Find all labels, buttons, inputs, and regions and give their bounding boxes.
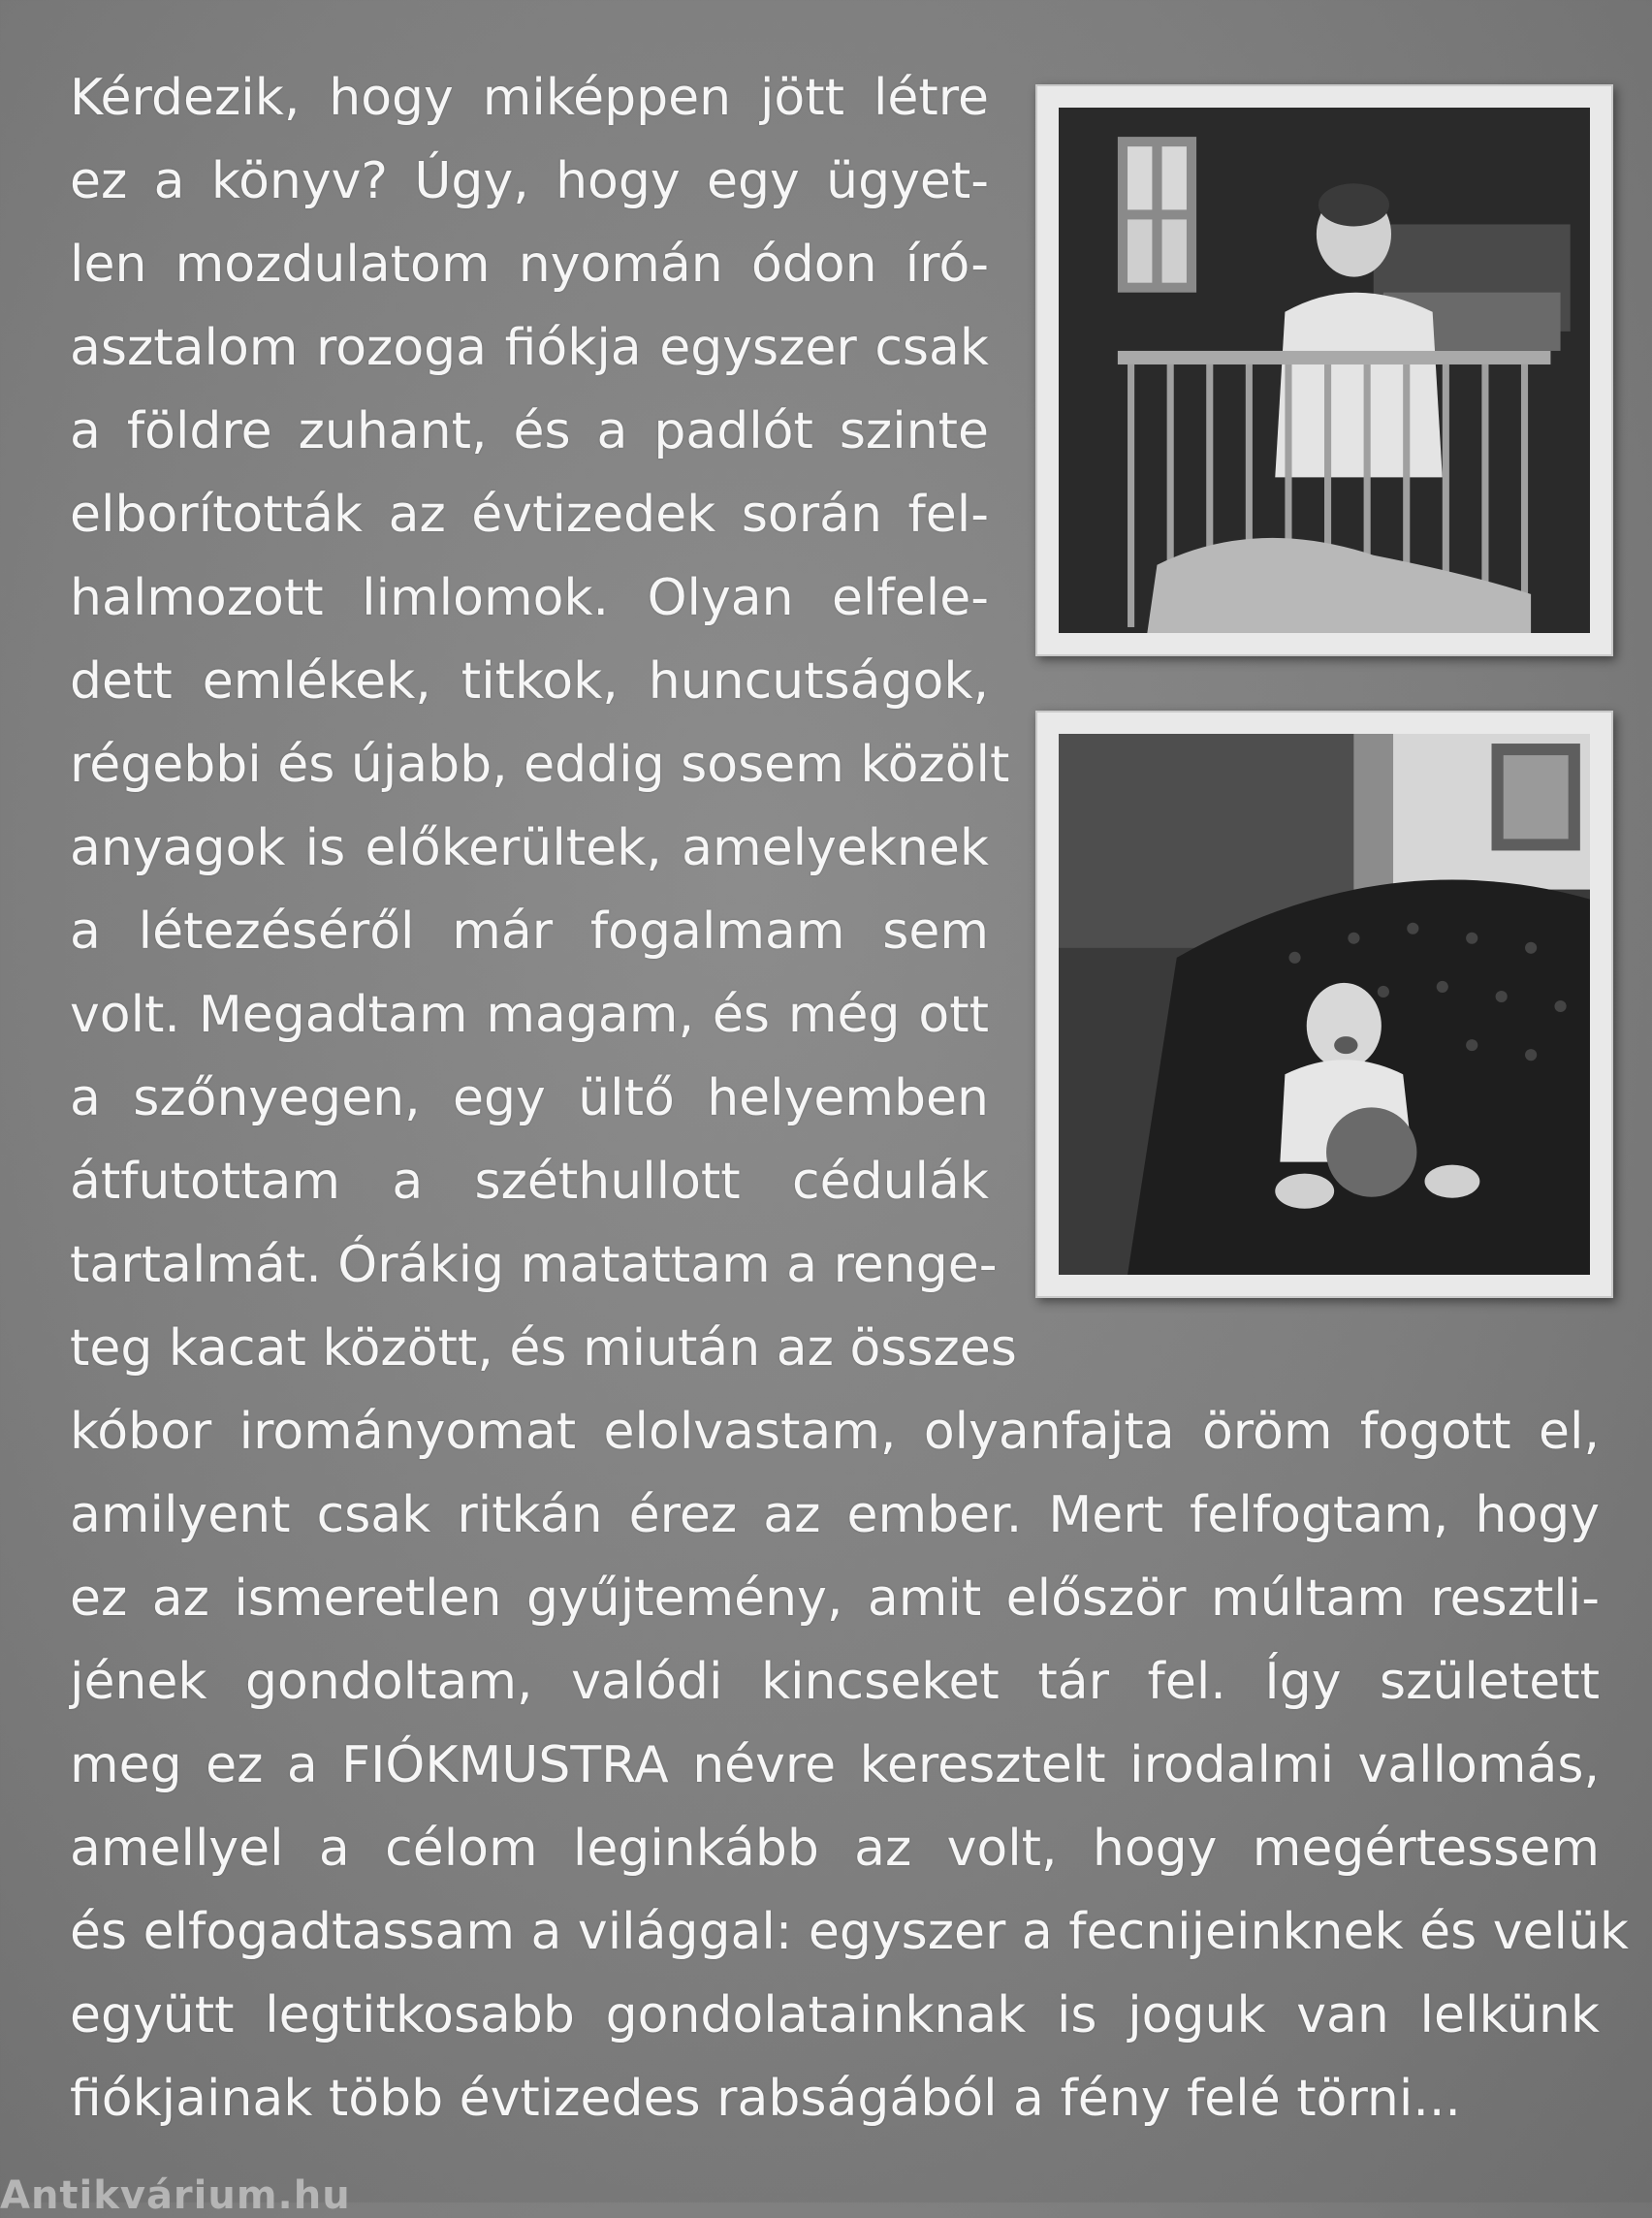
body-text-line: amellyel a célom leginkább az volt, hogy megértessem [70,1820,1600,1878]
body-text-line: asztalom rozoga fiókja egyszer csak [70,319,989,377]
body-text-line: kóbor irományomat elolvastam, olyanfajta öröm fogott el, [70,1403,1600,1461]
body-text-line: anyagok is előkerültek, amelyeknek [70,819,989,877]
photo-illustration [1059,108,1590,633]
body-text-line: és elfogadtassam a világgal: egyszer a fecnijeinknek és velük [70,1903,1630,1961]
body-text-line: len mozdulatom nyomán ódon író- [70,236,989,294]
body-text-line: tartalmát. Órákig matattam a renge- [70,1236,998,1294]
body-text-line: a szőnyegen, egy ültő helyemben [70,1069,989,1127]
photo-illustration [1059,734,1590,1275]
body-text-line: ez az ismeretlen gyűjtemény, amit először múltam resztli- [70,1569,1600,1628]
body-text-line: a létezéséről már fogalmam sem [70,903,989,961]
body-text-line: ez a könyv? Úgy, hogy egy ügyet- [70,152,989,210]
body-text-line: a földre zuhant, és a padlót szinte [70,402,989,460]
body-text-line: átfutottam a széthullott cédulák [70,1153,989,1211]
body-text-line: régebbi és újabb, eddig sosem közölt [70,736,1010,794]
body-text-line: meg ez a FIÓKMUSTRA névre keresztelt irodalmi vallomás, [70,1736,1600,1794]
photo-child-in-playpen [1035,84,1613,656]
body-text-line: elborították az évtizedek során fel- [70,486,989,544]
photo-image [1059,734,1590,1275]
body-text-line: halmozott limlomok. Olyan elfele- [70,569,989,627]
body-text-line: amilyent csak ritkán érez az ember. Mert felfogtam, hogy [70,1486,1600,1544]
body-text-line: volt. Megadtam magam, és még ott [70,986,989,1044]
watermark-text: Antikvárium.hu [0,2173,351,2218]
body-text-line: teg kacat között, és miután az összes [70,1319,1017,1378]
photo-image [1059,108,1590,633]
body-text-line: együtt legtitkosabb gondolatainknak is joguk van lelkünk [70,1986,1600,2044]
body-text-line: Kérdezik, hogy miképpen jött létre [70,69,989,127]
body-text-line: jének gondoltam, valódi kincseket tár fel. Így született [70,1653,1600,1711]
body-text-line: fiókjainak több évtizedes rabságából a fény felé törni... [70,2070,1461,2128]
photo-baby-in-armchair [1035,711,1613,1298]
body-text-line: dett emlékek, titkok, huncutságok, [70,652,989,711]
